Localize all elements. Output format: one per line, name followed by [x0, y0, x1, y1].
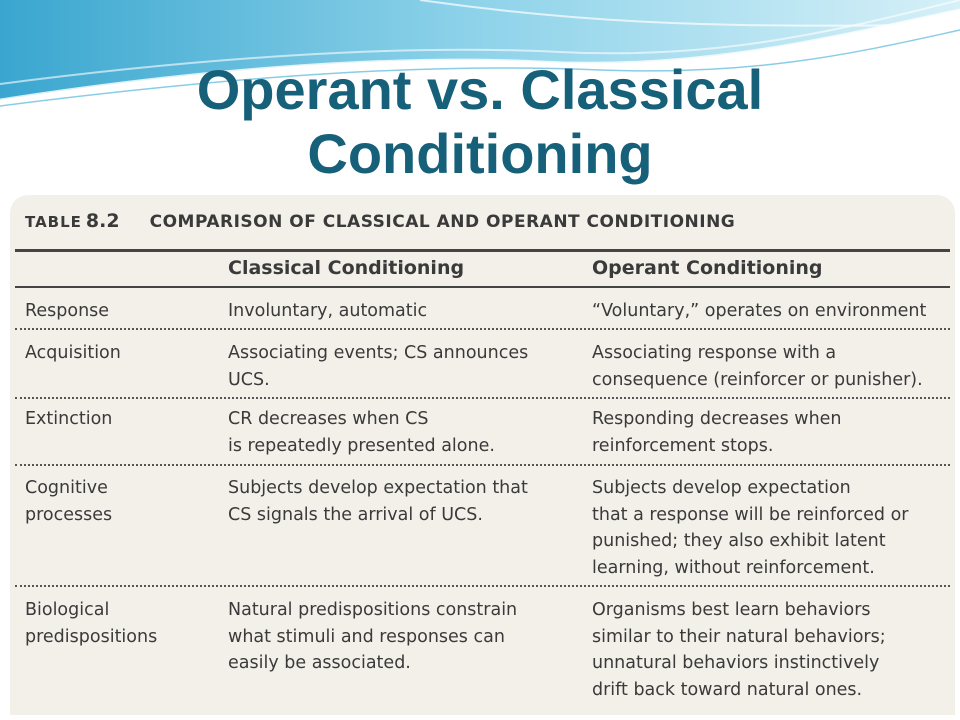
cell-line: similar to their natural behaviors; [592, 626, 886, 647]
cell-line: Organisms best learn behaviors [592, 600, 871, 620]
slide-title [0, 58, 960, 186]
row-cognitive-classical [228, 475, 528, 528]
cell-line: Associating events; CS announces [228, 343, 529, 363]
cell-line: learning, without reinforcement. [592, 557, 875, 578]
cell-line: what stimuli and responses can [228, 626, 505, 647]
table-title: COMPARISON OF CLASSICAL AND OPERANT CONDITIONING [149, 212, 736, 232]
row-response-classical [228, 298, 427, 325]
slide-title-line-1: Operant vs. Classical [196, 58, 764, 121]
slide-title-line-2: Conditioning [307, 122, 653, 185]
cell-line: Responding decreases when [592, 409, 842, 429]
cell-line: Acquisition [25, 343, 121, 363]
header-operant-conditioning: Operant Conditioning [592, 257, 823, 279]
cell-line: “Voluntary,” operates on environment [592, 301, 927, 321]
header-bottom-rule [15, 286, 950, 288]
cell-line: Natural predispositions constrain [228, 600, 518, 620]
row-cognitive-operant [592, 475, 909, 581]
cell-line: drift back toward natural ones. [592, 679, 863, 700]
comparison-table [10, 195, 955, 715]
row-divider [15, 464, 950, 466]
table-label: TABLE [25, 213, 82, 231]
row-biological-operant [592, 597, 886, 703]
cell-line: punished; they also exhibit latent [592, 531, 886, 551]
row-divider [15, 328, 950, 330]
cell-line: Subjects develop expectation that [228, 478, 528, 498]
cell-line: predispositions [25, 626, 158, 647]
row-divider [15, 585, 950, 587]
cell-line: unnatural behaviors instinctively [592, 653, 880, 673]
row-response-label [25, 298, 109, 325]
cell-line: Involuntary, automatic [228, 301, 428, 321]
cell-line: Subjects develop expectation [592, 478, 851, 498]
row-extinction-operant [592, 406, 842, 459]
cell-line: Response [25, 301, 110, 321]
row-cognitive-label [25, 475, 112, 528]
row-acquisition-operant [592, 340, 923, 393]
cell-line: Associating response with a [592, 343, 837, 363]
header-classical-conditioning: Classical Conditioning [228, 257, 465, 279]
cell-line: processes [25, 504, 113, 525]
row-response-operant [592, 298, 926, 325]
cell-line: is repeatedly presented alone. [228, 435, 495, 456]
cell-line: Extinction [25, 409, 113, 429]
cell-line: consequence (reinforcer or punisher). [592, 369, 923, 390]
row-acquisition-label [25, 340, 121, 367]
cell-line: UCS. [228, 369, 270, 390]
row-acquisition-classical [228, 340, 528, 393]
cell-line: CS signals the arrival of UCS. [228, 504, 483, 525]
cell-line: Cognitive [25, 478, 108, 498]
row-extinction-classical [228, 406, 495, 459]
row-extinction-label [25, 406, 112, 433]
row-divider [15, 397, 950, 399]
cell-line: reinforcement stops. [592, 435, 774, 456]
cell-line: Biological [25, 600, 110, 620]
table-top-rule [15, 249, 950, 252]
row-biological-classical [228, 597, 517, 677]
row-biological-label [25, 597, 157, 650]
cell-line: easily be associated. [228, 653, 411, 673]
table-number: 8.2 [85, 210, 120, 232]
table-caption [25, 210, 735, 232]
cell-line: CR decreases when CS [228, 409, 429, 429]
cell-line: that a response will be reinforced or [592, 504, 909, 525]
